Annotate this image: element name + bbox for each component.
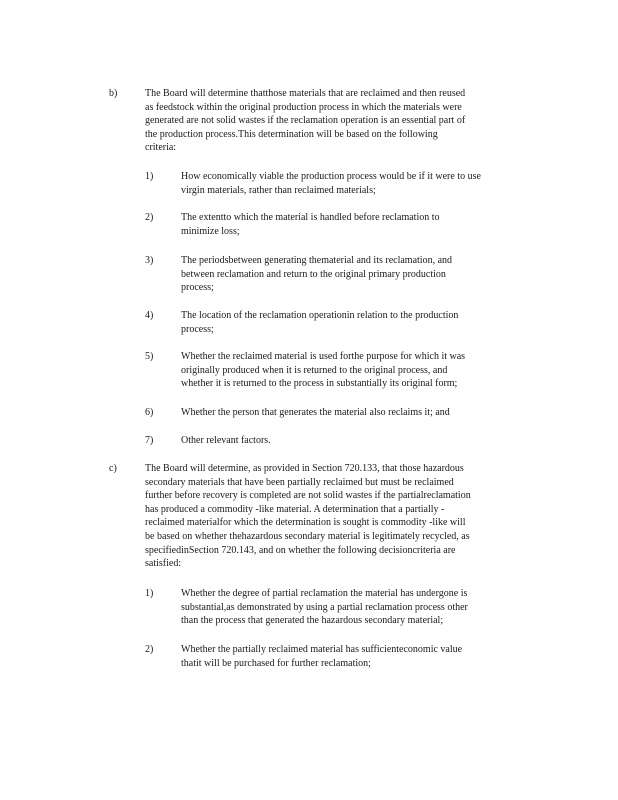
list-item-number: 5) [145,351,154,362]
section-paragraph: The Board will determine thatthose materials that are reclaimed and then reused as feedstock within the original production process in which the materials were generated are not solid wastes if the reclamation operation is an essential part of the production process.This determination will be based on the following criteria: [145,88,466,154]
list-item-text: The extentto which the material is handled before reclamation to minimize loss; [181,212,440,237]
section-label: c) [109,463,117,474]
list-item-number: 7) [145,435,154,446]
list-item-text: The location of the reclamation operationin relation to the production process; [181,310,459,335]
list-item-number: 4) [145,310,154,321]
section-label: b) [109,88,118,99]
list-item-text: Whether the degree of partial reclamation the material has undergone is substantial,as demonstrated by using a partial reclamation process other than the process that generated the hazardous secondary material; [181,588,468,627]
list-item-text: The periodsbetween generating thematerial and its reclamation, and between reclamation and return to the original primary production process; [181,255,453,294]
list-item-number: 6) [145,407,154,418]
list-item-text: How economically viable the production process would be if it were to use virgin materials, rather than reclaimed materials; [181,171,481,196]
list-item-number: 2) [145,212,154,223]
list-item-number: 2) [145,644,154,655]
list-item-text: Other relevant factors. [181,435,271,446]
list-item-text: Whether the partially reclaimed material has sufficienteconomic value thatit will be purchased for further reclamation; [181,644,463,669]
list-item-number: 1) [145,171,154,182]
section-paragraph: The Board will determine, as provided in Section 720.133, that those hazardous secondary materials that have been partially reclaimed but must be reclaimed further before recovery is completed are not solid wastes if the partialreclamation has produced a commodity -like material. A determination that a partially - reclaimed materialfor which the determination is sought is commodity -like will be based on whether thehazardous secondary material is legitimately recycled, as specifiedinSection 720.143, and on whether the following decisioncriteria are satisfied: [145,463,471,570]
list-item-number: 3) [145,255,154,266]
list-item-text: Whether the person that generates the material also reclaims it; and [181,407,450,418]
list-item-number: 1) [145,588,154,599]
list-item-text: Whether the reclaimed material is used forthe purpose for which it was originally produced when it is returned to the original process, and whether it is returned to the process in substantially its original form; [181,351,466,390]
